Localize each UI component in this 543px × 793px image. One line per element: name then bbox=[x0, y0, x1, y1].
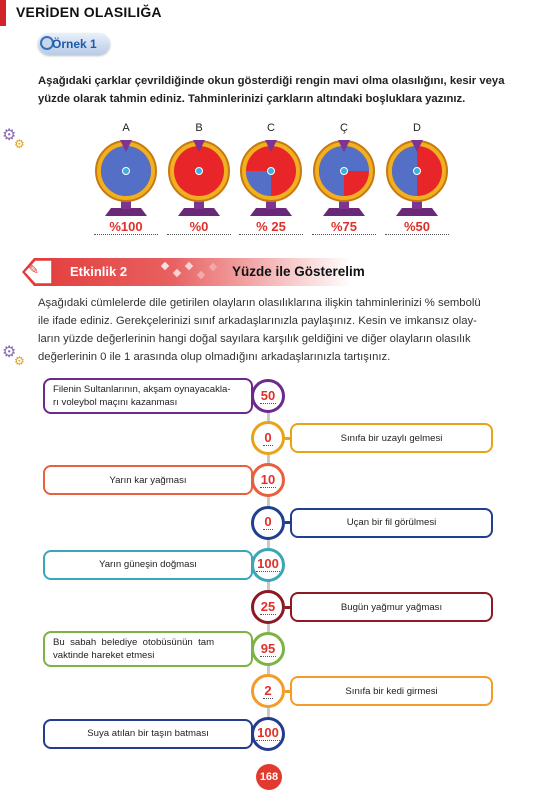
gear-icon: ⚙ bbox=[14, 354, 25, 368]
wheel-answer[interactable]: %100 bbox=[94, 219, 158, 235]
wheel-label: D bbox=[413, 122, 421, 134]
percent-circle[interactable] bbox=[251, 632, 285, 666]
event-box bbox=[290, 592, 493, 622]
percent-circle[interactable] bbox=[251, 379, 285, 413]
page-number: 168 bbox=[256, 764, 282, 790]
event-text: Yarın kar yağması bbox=[109, 474, 187, 486]
event-box bbox=[43, 465, 253, 495]
spinner-wheel bbox=[313, 136, 375, 218]
activity-title: Yüzde ile Gösterelim bbox=[232, 264, 365, 279]
percent-circle[interactable] bbox=[251, 717, 285, 751]
event-connector bbox=[285, 606, 290, 609]
event-text: vaktinde hareket etmesi bbox=[53, 650, 155, 662]
gear-icon: ⚙ bbox=[14, 137, 25, 151]
gear-icon: ⚙ bbox=[2, 344, 17, 361]
event-box bbox=[43, 378, 253, 414]
percent-value: 100 bbox=[257, 556, 279, 572]
spinner-wheel bbox=[95, 136, 157, 218]
wheel-answer[interactable]: % 25 bbox=[239, 219, 303, 235]
activity-text-line4: değerlerinin 0 ile 1 arasında olup olmadığını arkadaşlarınızla tartışınız. bbox=[38, 351, 391, 363]
activity-text-line1: Aşağıdaki cümlelerde dile getirilen olayların olasılıklarına ilişkin tahminlerinizi % sembolü bbox=[38, 297, 481, 309]
event-box bbox=[290, 676, 493, 706]
percent-circle[interactable] bbox=[251, 463, 285, 497]
wheel-label: A bbox=[122, 122, 130, 134]
section-title: VERİDEN OLASILIĞA bbox=[16, 4, 162, 20]
event-box bbox=[290, 423, 493, 453]
book-icon: ✎ bbox=[28, 262, 39, 277]
percent-value: 0 bbox=[264, 514, 272, 530]
event-text: Uçan bir fil görülmesi bbox=[346, 517, 437, 529]
example-label: Örnek 1 bbox=[52, 37, 97, 51]
percent-value: 25 bbox=[260, 598, 276, 614]
activity-label: Etkinlik 2 bbox=[70, 264, 128, 279]
example-text-line1: Aşağıdaki çarklar çevrildiğinde okun gösterdiği rengin mavi olma olasılığını, kesir veya bbox=[38, 75, 505, 87]
wheel-label: Ç bbox=[340, 122, 348, 134]
percent-circle[interactable] bbox=[251, 590, 285, 624]
percent-circle[interactable] bbox=[251, 506, 285, 540]
event-text: Sınıfa bir uzaylı gelmesi bbox=[340, 432, 443, 444]
percent-value: 50 bbox=[260, 387, 276, 403]
percent-value: 2 bbox=[264, 682, 272, 698]
wheel-answer[interactable]: %75 bbox=[312, 219, 376, 235]
event-text: Bu sabah belediye otobüsünün tam bbox=[53, 637, 215, 649]
wheel-label: C bbox=[267, 122, 275, 134]
event-text: Yarın güneşin doğması bbox=[99, 559, 197, 571]
section-color-bar bbox=[0, 0, 6, 26]
percent-circle[interactable] bbox=[251, 674, 285, 708]
spinner-wheel bbox=[168, 136, 230, 218]
spinner-wheel bbox=[386, 136, 448, 218]
gear-icon: ⚙ bbox=[2, 127, 17, 144]
percent-value: 100 bbox=[257, 725, 279, 741]
activity-text-line2: ile ifade ediniz. Gerekçelerinizi sınıf arkadaşlarınızla paylaşınız. Kesin ve imkansız olay- bbox=[38, 315, 477, 327]
wheel-label: B bbox=[195, 122, 203, 134]
event-connector bbox=[285, 521, 290, 524]
event-text: Bugün yağmur yağması bbox=[340, 601, 443, 613]
event-box bbox=[43, 719, 253, 749]
activity-text-line3: ların yüzde değerlerinin hangi doğal sayılara karşılık geldiğini ve diğer olayların olasılık bbox=[38, 333, 471, 345]
event-box bbox=[43, 631, 253, 667]
event-text: Sınıfa bir kedi girmesi bbox=[345, 685, 438, 697]
event-text: Suya atılan bir taşın batması bbox=[87, 728, 209, 740]
event-box bbox=[43, 550, 253, 580]
percent-value: 0 bbox=[264, 429, 272, 445]
spinner-wheel bbox=[240, 136, 302, 218]
wheel-answer[interactable]: %0 bbox=[167, 219, 231, 235]
event-text: Filenin Sultanlarının, akşam oynayacakla- bbox=[53, 384, 231, 395]
event-connector bbox=[285, 690, 290, 693]
percent-value: 10 bbox=[260, 471, 276, 487]
percent-value: 95 bbox=[260, 640, 276, 656]
event-text: rı voleybol maçını kazanması bbox=[53, 397, 178, 408]
percent-circle[interactable] bbox=[251, 548, 285, 582]
example-text-line2: yüzde olarak tahmin ediniz. Tahminlerinizi çarkların altındaki boşluklara yazınız. bbox=[38, 93, 466, 105]
event-box bbox=[290, 508, 493, 538]
wheel-answer[interactable]: %50 bbox=[385, 219, 449, 235]
percent-circle[interactable] bbox=[251, 421, 285, 455]
event-connector bbox=[285, 437, 290, 440]
